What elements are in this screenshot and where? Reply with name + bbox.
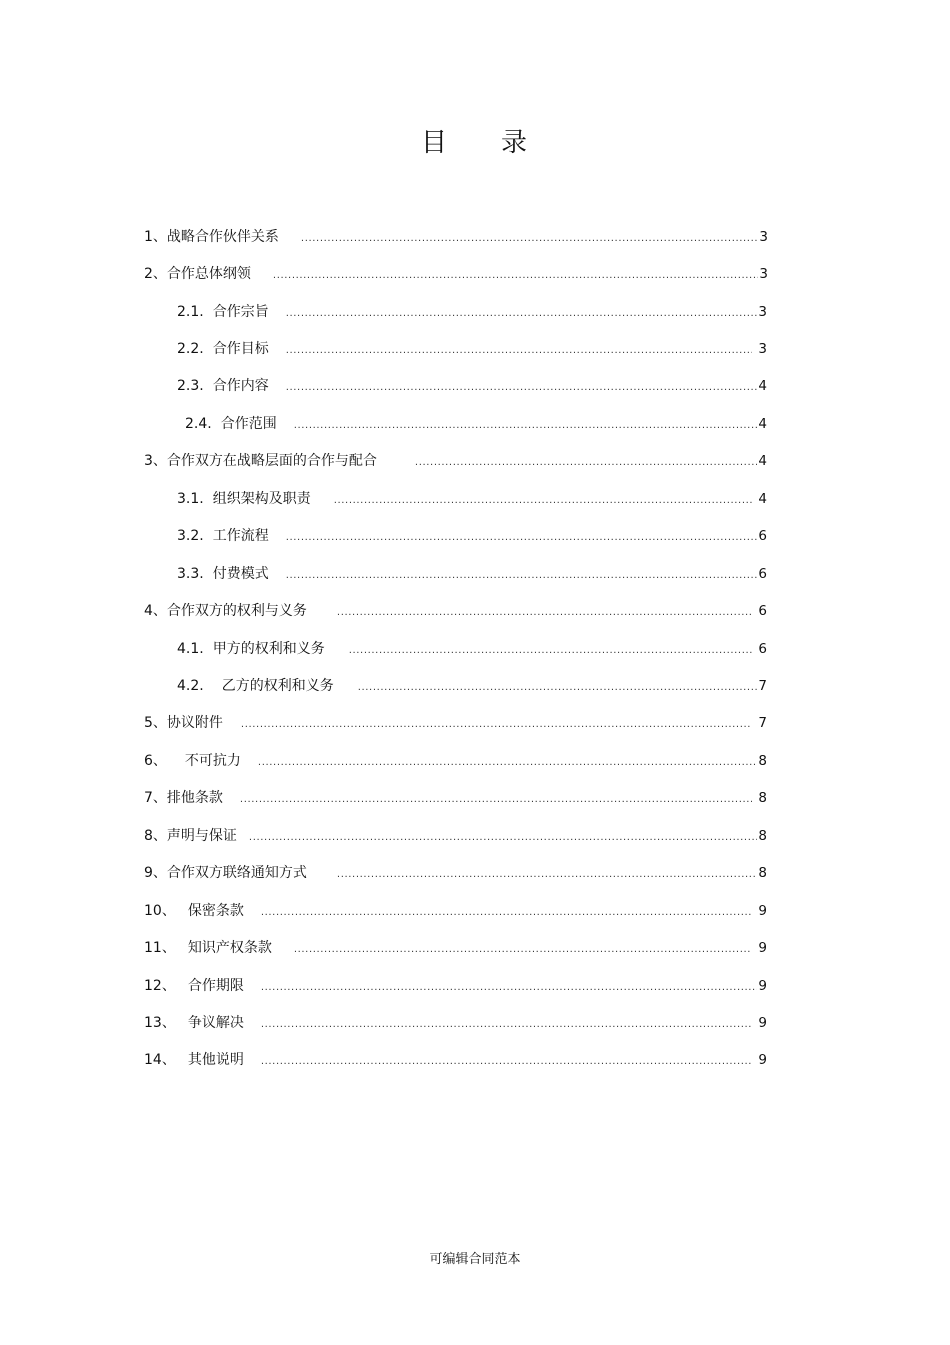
leader-dots — [358, 678, 758, 698]
toc-entry-number: 4、 — [144, 603, 167, 619]
toc-entry[interactable] — [185, 414, 767, 434]
toc-entry[interactable] — [177, 376, 767, 396]
toc-entry-page: 6 — [758, 641, 767, 657]
toc-entry-number: 13、 — [144, 1015, 176, 1031]
leader-dots — [286, 304, 758, 324]
toc-entry[interactable] — [144, 264, 768, 284]
toc-entry-number: 4.1. — [177, 641, 204, 657]
leader-dots — [273, 266, 758, 286]
toc-entry-title: 乙方的权利和义务 — [221, 678, 334, 694]
toc-entry-number: 2.4. — [185, 416, 212, 432]
toc-entry[interactable] — [144, 788, 767, 808]
toc-entry-title: 合作双方联络通知方式 — [166, 865, 307, 881]
toc-entry-number: 2.1. — [177, 304, 204, 320]
toc-entry-page: 9 — [758, 1015, 767, 1031]
toc-entry-number: 9、 — [144, 865, 167, 881]
toc-entry-page: 4 — [758, 453, 767, 469]
toc-entry-page: 3 — [758, 341, 767, 357]
toc-entry-page: 8 — [758, 865, 767, 881]
toc-entry-title: 付费模式 — [212, 566, 269, 582]
leader-dots — [261, 1052, 753, 1072]
toc-entry-page: 4 — [758, 491, 767, 507]
toc-entry-title: 知识产权条款 — [187, 940, 272, 956]
leader-dots — [337, 603, 752, 623]
toc-entry-title: 合作双方的权利与义务 — [166, 603, 307, 619]
toc-entry-title: 合作范围 — [220, 416, 277, 432]
toc-entry-number: 6、 — [144, 753, 167, 769]
toc-entry[interactable] — [144, 227, 768, 247]
toc-entry-title: 声明与保证 — [166, 828, 237, 844]
toc-entry-page: 8 — [758, 753, 767, 769]
toc-entry-number: 12、 — [144, 978, 176, 994]
toc-entry-title: 合作总体纲领 — [166, 266, 251, 282]
leader-dots — [261, 978, 758, 998]
toc-entry-page: 3 — [758, 304, 767, 320]
toc-entry[interactable] — [144, 901, 767, 921]
leader-dots — [286, 378, 758, 398]
toc-entry[interactable] — [144, 451, 767, 471]
toc-entry[interactable] — [144, 751, 767, 771]
toc-entry-title: 其他说明 — [187, 1052, 244, 1068]
leader-dots — [286, 566, 758, 586]
toc-entry[interactable] — [144, 713, 767, 733]
toc-entry-number: 2.2. — [177, 341, 204, 357]
toc-entry-number: 7、 — [144, 790, 167, 806]
toc-entry-page: 9 — [758, 940, 767, 956]
toc-entry[interactable] — [177, 489, 767, 509]
toc-entry-title: 保密条款 — [187, 903, 244, 919]
toc-entry-page: 9 — [758, 903, 767, 919]
toc-entry-number: 8、 — [144, 828, 167, 844]
toc-entry-number: 4.2. — [177, 678, 204, 694]
toc-entry-page: 8 — [758, 790, 767, 806]
toc-entry[interactable] — [177, 676, 767, 696]
toc-entry-page: 3 — [759, 229, 768, 245]
toc-entry-page: 4 — [758, 378, 767, 394]
toc-entry-title: 合作双方在战略层面的合作与配合 — [166, 453, 377, 469]
toc-entry-number: 1、 — [144, 229, 167, 245]
leader-dots — [294, 940, 753, 960]
toc-entry-page: 6 — [758, 603, 767, 619]
leader-dots — [415, 453, 757, 473]
leader-dots — [240, 790, 752, 810]
toc-entry-page: 7 — [758, 715, 767, 731]
page-footer: 可编辑合同范本 — [429, 1252, 521, 1267]
leader-dots — [241, 715, 752, 735]
toc-entry-title: 合作期限 — [187, 978, 244, 994]
toc-entry-title: 排他条款 — [166, 790, 223, 806]
toc-entry-number: 14、 — [144, 1052, 176, 1068]
leader-dots — [334, 491, 753, 511]
toc-entry[interactable] — [144, 1050, 767, 1070]
toc-entry-page: 3 — [759, 266, 768, 282]
toc-entry[interactable] — [144, 826, 767, 846]
leader-dots — [261, 903, 753, 923]
toc-entry-title: 争议解决 — [187, 1015, 244, 1031]
toc-entry-number: 3.2. — [177, 528, 204, 544]
toc-entry-page: 6 — [758, 566, 767, 582]
leader-dots — [261, 1015, 753, 1035]
toc-entry-page: 4 — [758, 416, 767, 432]
toc-entry[interactable] — [177, 339, 767, 359]
toc-entry[interactable] — [144, 601, 767, 621]
toc-entry-number: 2.3. — [177, 378, 204, 394]
toc-entry-page: 9 — [758, 1052, 767, 1068]
toc-entry-title: 战略合作伙伴关系 — [166, 229, 279, 245]
toc-entry-page: 6 — [758, 528, 767, 544]
toc-entry[interactable] — [144, 976, 767, 996]
toc-entry-number: 10、 — [144, 903, 176, 919]
leader-dots — [249, 828, 757, 848]
leader-dots — [286, 341, 753, 361]
toc-entry-title: 合作宗旨 — [212, 304, 269, 320]
toc-entry-number: 3.3. — [177, 566, 204, 582]
toc-entry-number: 3.1. — [177, 491, 204, 507]
toc-entry[interactable] — [144, 863, 767, 883]
toc-entry-title: 甲方的权利和义务 — [212, 641, 325, 657]
leader-dots — [258, 753, 757, 773]
leader-dots — [337, 865, 757, 885]
toc-entry-title: 不可抗力 — [184, 753, 241, 769]
toc-entry-number: 5、 — [144, 715, 167, 731]
leader-dots — [349, 641, 753, 661]
toc-entry[interactable] — [177, 526, 767, 546]
toc-entry[interactable] — [177, 302, 767, 322]
toc-entry-title: 合作目标 — [212, 341, 269, 357]
toc-entry-number: 2、 — [144, 266, 167, 282]
toc-entry-title: 工作流程 — [212, 528, 269, 544]
title-char-2: 录 — [501, 128, 530, 158]
toc-entry-page: 7 — [758, 678, 767, 694]
toc-entry-title: 协议附件 — [166, 715, 223, 731]
toc-entry-page: 9 — [758, 978, 767, 994]
toc-entry[interactable] — [177, 564, 767, 584]
toc-entry-title: 组织架构及职责 — [212, 491, 311, 507]
toc-entry[interactable] — [177, 639, 767, 659]
leader-dots — [301, 229, 758, 249]
leader-dots — [286, 528, 758, 548]
toc-entry-number: 3、 — [144, 453, 167, 469]
toc-entry-number: 11、 — [144, 940, 176, 956]
leader-dots — [294, 416, 758, 436]
title-char-1: 目 — [420, 128, 449, 158]
toc-entry[interactable] — [144, 938, 767, 958]
toc-entry-page: 8 — [758, 828, 767, 844]
toc-entry[interactable] — [144, 1013, 767, 1033]
toc-entry-title: 合作内容 — [212, 378, 269, 394]
